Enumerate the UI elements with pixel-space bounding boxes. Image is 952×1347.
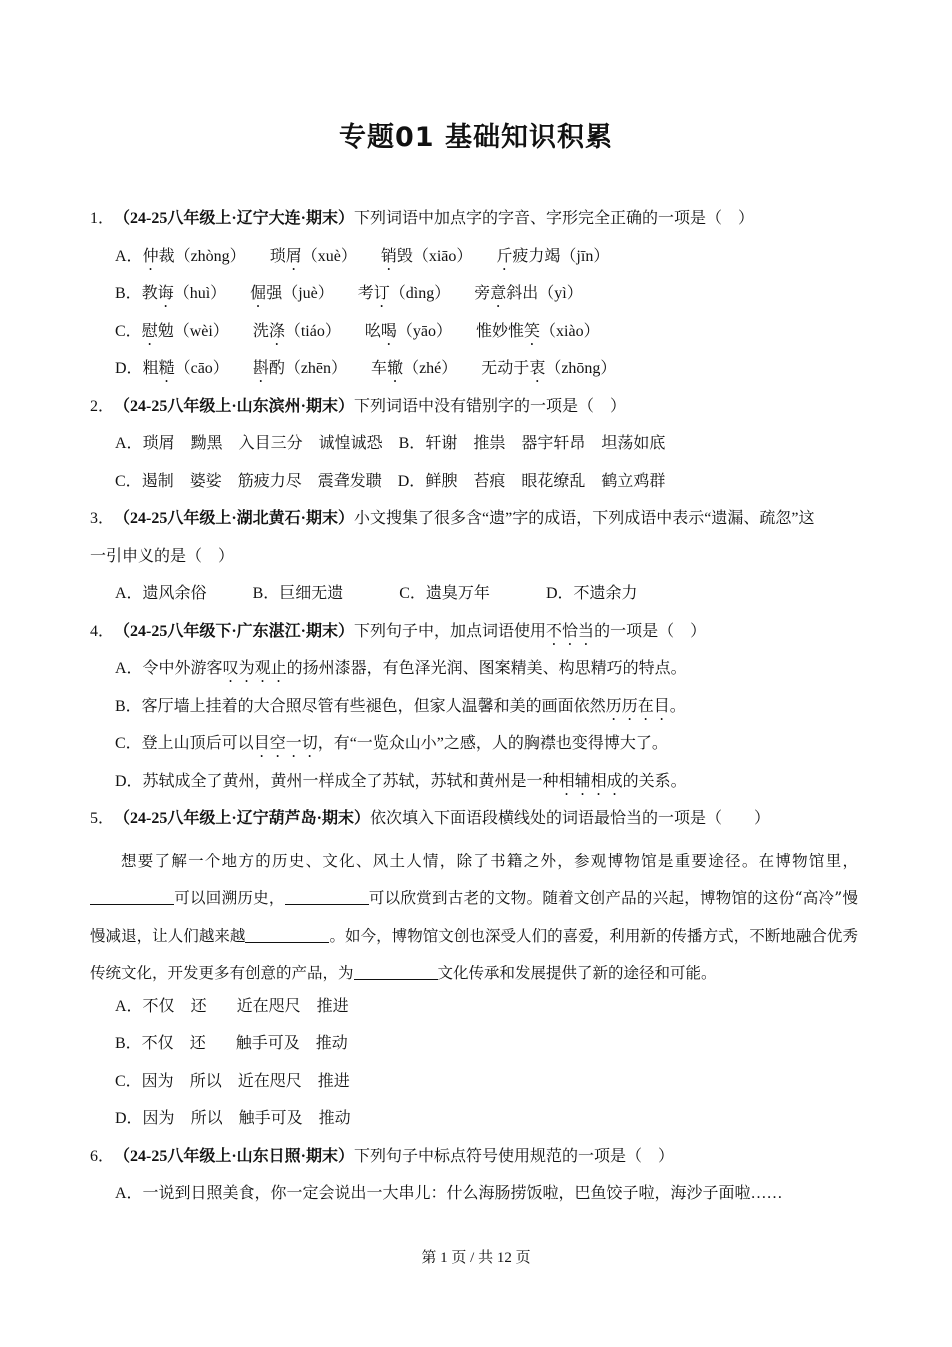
text: 琐屑 [142, 435, 175, 452]
text: A．一说到日照美食，你一定会说出一大串儿：什么海肠捞饭啦，巴鱼饺子啦，海沙子面啦…… [115, 1185, 783, 1202]
text-cell [143, 243, 246, 274]
text: 毁（xiāo） [396, 247, 473, 265]
text-cell [354, 1143, 674, 1170]
text-cell [253, 318, 341, 349]
text-cell [250, 280, 334, 311]
emphasized-text: 订 [373, 285, 390, 302]
text-cell [115, 1105, 175, 1132]
question-stem [90, 1143, 860, 1181]
text-cell [115, 768, 687, 799]
text: 酌（zhēn） [268, 360, 348, 377]
text-cell [143, 430, 175, 457]
emphasized-text: 涤 [268, 322, 285, 340]
text: A． [115, 435, 143, 452]
text: 粗 [142, 360, 159, 377]
text-cell [521, 430, 585, 457]
text: 无动于 [481, 360, 530, 377]
text: D． [115, 360, 143, 377]
text-cell [398, 468, 426, 495]
text-cell [354, 393, 626, 420]
text-cell [365, 318, 452, 349]
text: 吆 [364, 322, 381, 340]
emphasized-text: 历历在目 [605, 697, 670, 715]
passage-paragraph [90, 843, 858, 993]
text: 所以 [190, 1110, 223, 1127]
fill-blank [285, 886, 369, 905]
answer-option [90, 430, 860, 468]
text: B．客厅墙上挂着的大合照尽管有些褪色，但家人温馨和美的画面依然 [115, 697, 606, 715]
text: D． [397, 472, 426, 490]
emphasized-text: 屑 [285, 247, 302, 265]
text-cell [546, 580, 638, 607]
text: （xuè） [301, 247, 357, 265]
text: 筋疲力尽 [237, 472, 302, 490]
emphasized-text: 慰 [141, 322, 158, 340]
text: 2． [90, 397, 115, 415]
answer-option [90, 1068, 860, 1106]
text-cell [115, 1030, 174, 1057]
answer-option [90, 468, 860, 506]
text: D．不遗余力 [545, 585, 638, 602]
emphasized-text: 销 [380, 247, 397, 265]
answer-option [90, 1180, 860, 1218]
emphasized-text: 叹为观止 [222, 660, 287, 677]
text-cell [239, 430, 303, 457]
text-cell [115, 730, 668, 761]
text: 的一项是（ ） [594, 622, 707, 640]
emphasized-text: 笑 [524, 322, 541, 340]
text-cell [142, 280, 226, 311]
emphasized-text: 辙 [387, 360, 404, 377]
text-cell [191, 430, 223, 457]
text: 鹤立鸡群 [601, 472, 666, 490]
text: 下列词语中加点字的字音、字形完全正确的一项是（ ） [354, 210, 755, 227]
text-cell [115, 243, 143, 270]
text: A．不仅 [115, 997, 175, 1015]
text-cell [142, 468, 174, 495]
text: 教 [141, 285, 158, 302]
text-cell [115, 993, 175, 1020]
question-source [114, 618, 354, 645]
text: A． [115, 247, 143, 265]
text: 斜出（yì） [506, 285, 583, 302]
emphasized-text: 衷 [529, 360, 546, 377]
text: D．苏轼成全了黄州，黄州一样成全了苏轼，苏轼和黄州是一种 [115, 772, 559, 790]
text-cell [371, 355, 457, 386]
text-cell [90, 393, 114, 420]
text-cell [399, 580, 490, 607]
text-cell [90, 618, 114, 645]
text: 近在咫尺 [237, 1072, 302, 1090]
answer-option [90, 993, 860, 1031]
text: （cāo） [174, 360, 229, 377]
question-stem [90, 393, 860, 431]
text: （zhé） [403, 360, 458, 377]
text-cell [115, 1180, 783, 1207]
text-cell [601, 468, 665, 495]
text-cell [318, 1068, 350, 1095]
fill-blank [90, 886, 174, 905]
text: 勉（wèi） [157, 322, 229, 340]
text: 鲜腴 [425, 472, 458, 490]
text-cell [253, 355, 347, 386]
answer-option [90, 243, 860, 281]
passage-text: 可以欣赏到古老的文物。随着文创产品的兴起，博物馆的这份“高冷”慢慢减退，让人们越来越 [90, 889, 858, 945]
text: 惟妙惟 [475, 322, 524, 340]
text: （zhōng） [545, 360, 617, 377]
text-cell [115, 655, 687, 686]
text: 的扬州漆器，有色泽光润、图案精美、构思精巧的特点。 [286, 660, 687, 677]
passage-text: 想要了解一个地方的历史、文化、风土人情，除了书籍之外，参观博物馆是重要途径。在博物馆里， [121, 851, 858, 870]
text: 3． [90, 510, 115, 527]
text-cell [239, 1105, 303, 1132]
text-cell [370, 805, 770, 832]
question-list [90, 205, 860, 1218]
text: C． [115, 322, 142, 340]
text: 苔痕 [473, 472, 506, 490]
text-cell [481, 355, 616, 386]
question-stem [90, 618, 860, 656]
text: （24-25八年级上·山东滨州·期末） [114, 397, 355, 415]
text: 轩谢 [425, 435, 458, 452]
text-cell [425, 430, 457, 457]
answer-option [90, 1105, 860, 1143]
text: 裁（zhòng） [158, 247, 246, 265]
question-source [114, 205, 354, 232]
text-cell [191, 1105, 223, 1132]
text-cell [521, 468, 585, 495]
text-cell [115, 468, 142, 495]
text: （xiào） [540, 322, 600, 340]
text-cell [354, 505, 814, 532]
text-cell [190, 1030, 206, 1057]
text: （24-25八年级上·辽宁大连·期末） [114, 210, 355, 227]
answer-option [90, 730, 860, 768]
text: 器宇轩昂 [521, 435, 586, 452]
text-cell [90, 805, 114, 832]
page-title: 专题01 基础知识积累 [339, 122, 613, 153]
passage-text: 可以回溯历史， [174, 889, 285, 907]
text-cell [601, 430, 665, 457]
text: 推进 [317, 1072, 350, 1090]
text-cell [142, 318, 229, 349]
question-stem [90, 805, 860, 843]
text: 4． [90, 622, 115, 640]
emphasized-text: 目空一切 [253, 735, 318, 752]
answer-option [90, 318, 860, 356]
question-source [114, 1143, 354, 1170]
text: B． [115, 285, 142, 302]
question-stem-continued [90, 543, 860, 581]
text-cell [115, 580, 207, 607]
answer-option [90, 280, 860, 318]
text: 旁 [474, 285, 491, 302]
text: 近在咫尺 [236, 997, 301, 1015]
passage-text: 文化传承和发展提供了新的途径和可能。 [437, 964, 717, 982]
emphasized-text: 倔 [250, 285, 267, 302]
text: 下列句子中，加点词语使用 [354, 622, 547, 640]
text: 推动 [315, 1035, 348, 1052]
text: 5． [90, 810, 115, 827]
answer-option [90, 655, 860, 693]
text-cell [90, 205, 114, 232]
text: （24-25八年级上·湖北黄石·期末） [114, 510, 355, 527]
question-source [114, 393, 354, 420]
text-cell [90, 505, 114, 532]
text-cell [318, 468, 382, 495]
text: （tiáo） [284, 322, 341, 340]
text-cell [316, 1030, 348, 1057]
text: 1． [90, 210, 115, 227]
text-cell [317, 993, 349, 1020]
emphasized-text: 斤 [496, 247, 513, 265]
fill-blank [245, 924, 329, 943]
text-cell [115, 318, 142, 345]
text-cell [358, 280, 450, 311]
text-cell [190, 1068, 222, 1095]
text: C．登上山顶后可以 [115, 735, 254, 752]
text: 考 [357, 285, 374, 302]
text: （huì） [173, 285, 227, 302]
question-stem [90, 205, 860, 243]
answer-option [90, 355, 860, 393]
text-cell [474, 280, 582, 311]
emphasized-text: 相辅相成 [558, 772, 623, 790]
answer-option [90, 1030, 860, 1068]
text-cell [90, 543, 234, 570]
text-cell [476, 318, 600, 349]
text: 触手可及 [238, 1110, 303, 1127]
text-cell [238, 1068, 302, 1095]
text: 还 [190, 997, 207, 1015]
text: 坦荡如底 [601, 435, 666, 452]
text: 所以 [189, 1072, 222, 1090]
text-cell [399, 430, 426, 457]
text: 触手可及 [235, 1035, 300, 1052]
text: 强（juè） [266, 285, 334, 302]
text: （dìng） [389, 285, 451, 302]
question-stem [90, 505, 860, 543]
text: A．遗风余俗 [115, 585, 207, 602]
text: 推进 [316, 997, 349, 1015]
text: 推祟 [473, 435, 506, 452]
text: 6． [90, 1147, 115, 1165]
text-cell [115, 1068, 174, 1095]
text-cell [319, 1105, 351, 1132]
text: 黝黑 [190, 435, 223, 452]
text-cell [496, 243, 609, 274]
text: 婆娑 [189, 472, 222, 490]
text: A．令中外游客 [115, 660, 223, 677]
text: （24-25八年级下·广东湛江·期末） [114, 622, 355, 640]
answer-option [90, 580, 860, 618]
text: 琐 [269, 247, 286, 265]
text: 诚惶诚恐 [318, 435, 383, 452]
text-cell [190, 468, 222, 495]
text: 遏制 [141, 472, 174, 490]
text: 洗 [252, 322, 269, 340]
text-cell [473, 430, 505, 457]
fill-blank [354, 961, 438, 980]
text: 一引申义的是（ ） [90, 547, 235, 565]
text-cell [237, 993, 301, 1020]
text-cell [191, 993, 207, 1020]
text-cell [253, 580, 344, 607]
text: B．不仅 [115, 1035, 174, 1052]
text: 。 [669, 697, 686, 715]
emphasized-text: 斟 [252, 360, 269, 377]
text-cell [115, 355, 143, 382]
text-cell [90, 1143, 114, 1170]
text: ，有“一览众山小”之感，人的胸襟也变得博大了。 [317, 735, 668, 752]
text: 入目三分 [238, 435, 303, 452]
answer-option [90, 693, 860, 731]
text-cell [270, 243, 357, 274]
text-cell [425, 468, 457, 495]
text: （yāo） [396, 322, 452, 340]
emphasized-text: 意 [490, 285, 507, 302]
text: （24-25八年级上·山东日照·期末） [114, 1147, 355, 1165]
text: 下列句子中标点符号使用规范的一项是（ ） [354, 1147, 675, 1165]
text: 的关系。 [622, 772, 687, 790]
text: C．因为 [115, 1072, 174, 1090]
emphasized-text: 糙 [158, 360, 175, 377]
text: 下列词语中没有错别字的一项是（ ） [354, 397, 627, 415]
text: 小文搜集了很多含“遗”字的成语，下列成语中表示“遗漏、疏忽”这 [354, 510, 815, 527]
text: 车 [371, 360, 388, 377]
text: 推动 [318, 1110, 351, 1127]
passage-text: 。如今，博物馆文创也深受人们的喜爱，利用新的传播方式，不断地融合优秀传统文化，开发更多有创意的产品，为 [90, 926, 858, 982]
text-cell [115, 693, 686, 724]
page-footer: 第 1 页 / 共 12 页 [421, 1250, 531, 1266]
emphasized-text: 不恰当 [546, 622, 595, 640]
text: 还 [189, 1035, 206, 1052]
text-cell [115, 430, 143, 457]
text-cell [319, 430, 383, 457]
text: B． [398, 435, 426, 452]
text-cell [238, 468, 302, 495]
emphasized-text: 诲 [157, 285, 174, 302]
emphasized-text: 喝 [380, 322, 397, 340]
text: 震聋发聩 [317, 472, 382, 490]
text-cell [115, 280, 142, 307]
text-cell [236, 1030, 300, 1057]
text: D．因为 [115, 1110, 175, 1127]
text: 依次填入下面语段横线处的词语最恰当的一项是（ ） [370, 810, 771, 827]
text: 眼花缭乱 [521, 472, 586, 490]
text: B．巨细无遗 [252, 585, 344, 602]
text-cell [473, 468, 505, 495]
question-source [114, 805, 370, 832]
answer-option [90, 768, 860, 806]
emphasized-text: 仲 [142, 247, 159, 265]
text-cell [381, 243, 473, 274]
text: （24-25八年级上·辽宁葫芦岛·期末） [114, 810, 371, 827]
text: 疲力竭（jīn） [512, 247, 610, 265]
text-cell [143, 355, 229, 386]
text-cell [354, 205, 754, 232]
text-cell [354, 618, 706, 649]
question-source [114, 505, 354, 532]
text: C．遗臭万年 [399, 585, 490, 602]
text: C． [115, 472, 142, 490]
